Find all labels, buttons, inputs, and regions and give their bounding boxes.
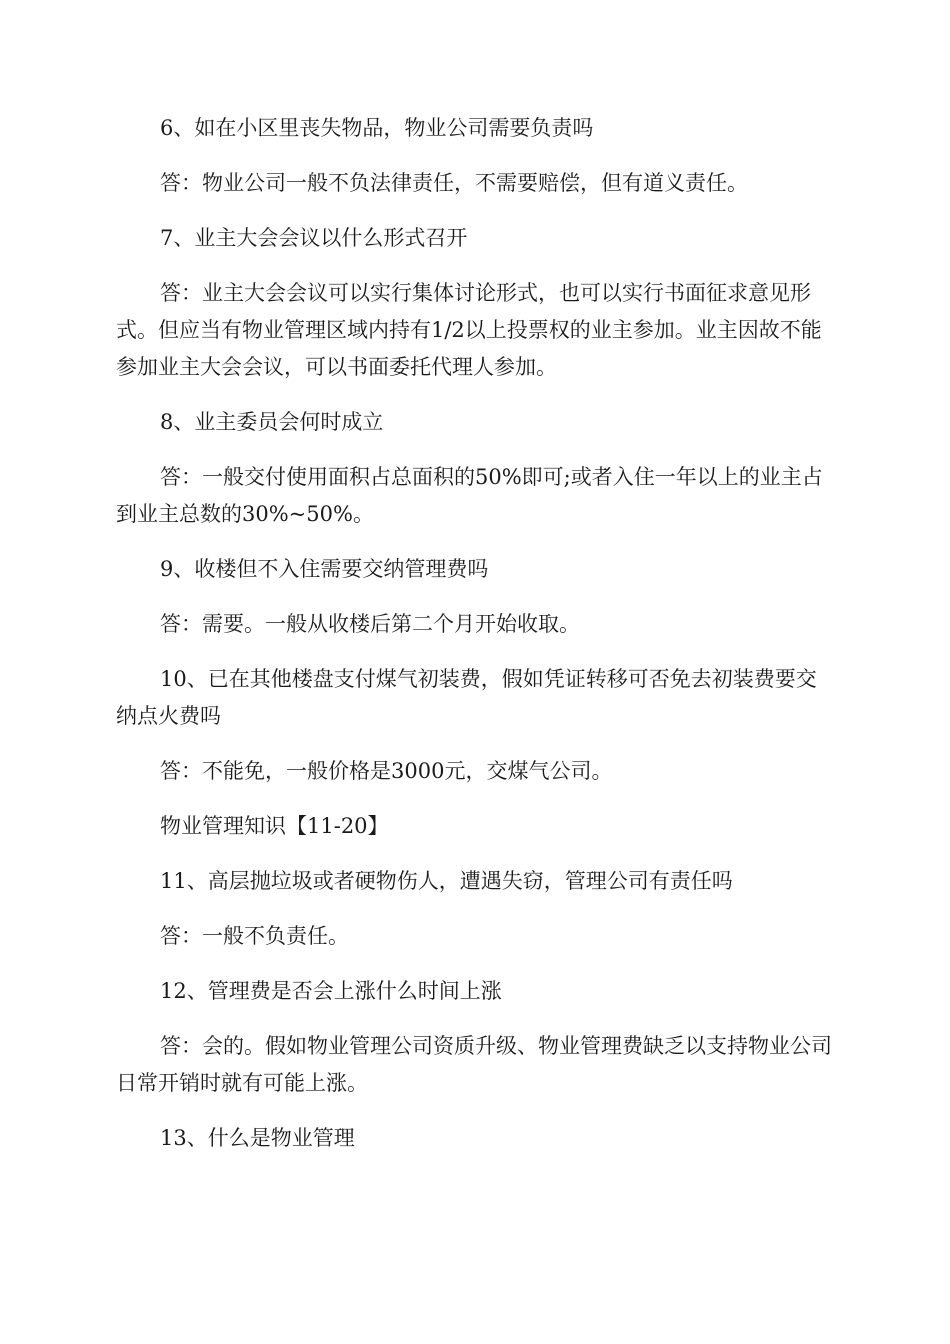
question-8: 8、业主委员会何时成立 <box>160 410 384 434</box>
question-13: 13、什么是物业管理 <box>160 1126 355 1150</box>
question-6: 6、如在小区里丧失物品，物业公司需要负责吗 <box>160 116 594 140</box>
answer-11: 答：一般不负责任。 <box>160 924 349 948</box>
question-7: 7、业主大会会议以什么形式召开 <box>160 226 468 250</box>
answer-10: 答：不能免，一般价格是3000元，交煤气公司。 <box>160 759 613 783</box>
answer-7: 答：业主大会会议可以实行集体讨论形式，也可以实行书面征求意见形式。但应当有物业管理区域内持有1/2以上投票权的业主参加。业主因故不能参加业主大会会议，可以书面委托代理人参加。 <box>116 281 822 379</box>
question-12: 12、管理费是否会上涨什么时间上涨 <box>160 979 502 1003</box>
answer-8: 答：一般交付使用面积占总面积的50%即可;或者入住一年以上的业主占到业主总数的30%~50%。 <box>116 465 823 526</box>
answer-12: 答：会的。假如物业管理公司资质升级、物业管理费缺乏以支持物业公司日常开销时就有可能上涨。 <box>116 1034 832 1095</box>
question-9: 9、收楼但不入住需要交纳管理费吗 <box>160 557 489 581</box>
question-10: 10、已在其他楼盘支付煤气初装费，假如凭证转移可否免去初装费要交纳点火费吗 <box>116 667 817 728</box>
question-11: 11、高层抛垃圾或者硬物伤人，遭遇失窃，管理公司有责任吗 <box>160 869 733 893</box>
answer-9: 答：需要。一般从收楼后第二个月开始收取。 <box>160 612 580 636</box>
document-body <box>116 110 836 1175</box>
answer-6: 答：物业公司一般不负法律责任，不需要赔偿，但有道义责任。 <box>160 171 748 195</box>
section-heading: 物业管理知识【11-20】 <box>160 814 389 838</box>
